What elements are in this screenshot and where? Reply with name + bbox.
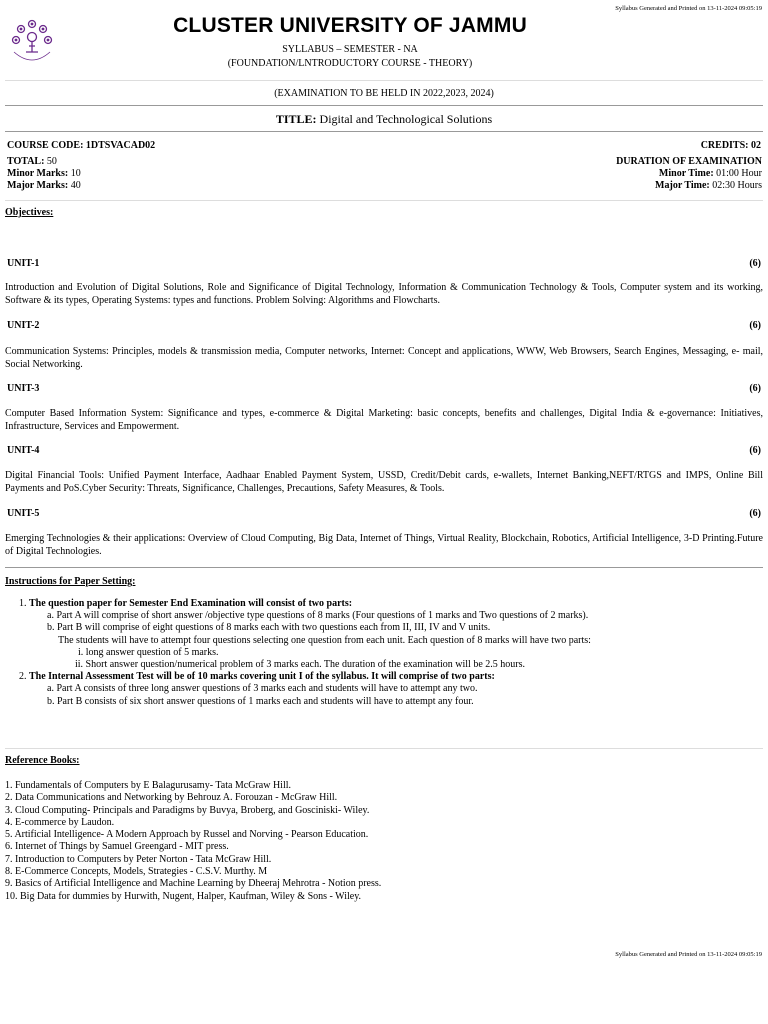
minor-marks-label: Minor Marks: — [7, 168, 69, 179]
reference-item: 2. Data Communications and Networking by Behrouz A. Forouzan - McGraw Hill. — [5, 792, 338, 804]
course-code-row — [7, 140, 761, 152]
instruction-subitem: b. Part B consists of six short answer questions of 1 marks each and students will have to attempt any four. — [47, 695, 474, 707]
unit-header — [7, 508, 761, 519]
unit-hours: (6) — [749, 383, 761, 394]
references-heading: Reference Books: — [5, 755, 80, 766]
course-type: (FOUNDATION/LNTRODUCTORY COURSE - THEORY) — [227, 58, 473, 69]
credits-value: 02 — [751, 140, 761, 151]
instruction-subitem: b. Part B will comprise of eight questions of 8 marks each with two questions each from II, III, IV and V units. — [47, 622, 491, 634]
divider — [5, 200, 763, 201]
minor-time-label: Minor Time: — [658, 168, 714, 179]
title-label: TITLE: — [275, 112, 317, 126]
references-list — [5, 780, 381, 903]
title-value: Digital and Technological Solutions — [319, 112, 493, 126]
reference-item: 6. Internet of Things by Samuel Greengard - MIT press. — [5, 841, 229, 853]
minor-marks-value: 10 — [70, 168, 81, 179]
print-stamp-top: Syllabus Generated and Printed on 13-11-2024 09:05:19 — [615, 5, 762, 12]
reference-item: 9. Basics of Artificial Intelligence and Machine Learning by Dheeraj Mehrotra - Notion press. — [5, 878, 382, 890]
unit-hours: (6) — [749, 508, 761, 519]
print-stamp-bottom: Syllabus Generated and Printed on 13-11-2024 09:05:19 — [615, 951, 762, 958]
unit-content: Digital Financial Tools: Unified Payment Interface, Aadhaar Enabled Payment System, USSD, Credit/Debit cards, e-wallets, Internet Banking,NEFT/RTGS and IMPS, Online Bill Payments and PoS.Cyber Security: Threats, Significance, Challenges, Precautions, Safety Measures, & Tools. — [5, 470, 763, 494]
instruction-subitem: The students will have to attempt four questions selecting one question from each unit. Each question of 8 marks will have two parts: — [58, 634, 591, 646]
total-value: 50 — [46, 156, 57, 167]
unit-content: Emerging Technologies & their applications: Overview of Cloud Computing, Big Data, Internet of Things, Virtual Reality, Blockchain, Robotics, Artificial Intelligence, 3-D Printing.Future of Digital Technologies. — [5, 533, 763, 557]
instruction-subitem: i. long answer question of 5 marks. — [78, 646, 219, 658]
reference-item: 8. E-Commerce Concepts, Models, Strategies - C.S.V. Murthy. M — [5, 866, 268, 878]
major-time-value: 02:30 Hours — [712, 180, 762, 191]
unit-hours: (6) — [749, 258, 761, 269]
duration-label: DURATION OF EXAMINATION — [616, 156, 762, 167]
reference-item: 5. Artificial Intelligence- A Modern Approach by Russel and Norving - Pearson Education. — [5, 829, 369, 841]
reference-item: 4. E-commerce by Laudon. — [5, 816, 115, 828]
instructions-list — [5, 598, 763, 708]
unit-hours: (6) — [749, 320, 761, 331]
instruction-subitem: a. Part A will comprise of short answer /objective type questions of 8 marks (Four questions of 1 marks and Two questions of 2 marks). — [47, 610, 589, 622]
unit-content: Introduction and Evolution of Digital Solutions, Role and Significance of Digital Technology, Information & Communication Technology & Tools, Computer system and its working, Software & its types, Operating Systems: types and functions. Problem Solving: Algorithms and Flowcharts. — [5, 282, 763, 306]
unit-name: UNIT-3 — [7, 383, 40, 394]
unit-name: UNIT-5 — [7, 508, 40, 519]
course-title — [0, 112, 768, 127]
divider — [5, 748, 763, 749]
reference-item: 10. Big Data for dummies by Hurwith, Nugent, Halper, Kaufman, Wiley & Sons - Wiley. — [5, 890, 362, 902]
unit-name: UNIT-2 — [7, 320, 40, 331]
divider — [5, 80, 763, 81]
major-marks-value: 40 — [70, 180, 81, 191]
exam-line: (EXAMINATION TO BE HELD IN 2022,2023, 2024) — [274, 88, 494, 99]
reference-item: 1. Fundamentals of Computers by E Balagurusamy- Tata McGraw Hill. — [5, 780, 292, 791]
total-label: TOTAL: — [7, 156, 45, 167]
divider — [5, 105, 763, 106]
unit-header — [7, 383, 761, 394]
unit-name: UNIT-4 — [7, 445, 40, 456]
major-marks-label: Major Marks: — [7, 180, 69, 191]
major-time-label: Major Time: — [655, 180, 710, 191]
unit-hours: (6) — [749, 445, 761, 456]
instruction-subitem: ii. Short answer question/numerical problem of 3 marks each. The duration of the examination will be 2.5 hours. — [75, 659, 525, 671]
divider — [5, 131, 763, 132]
course-code-value: 1DTSVACAD02 — [85, 140, 156, 151]
instruction-item: The Internal Assessment Test will be of 10 marks covering unit I of the syllabus. It will comprise of two parts: — [29, 671, 495, 683]
reference-item: 7. Introduction to Computers by Peter Norton - Tata McGraw Hill. — [5, 853, 272, 865]
credits-label: CREDITS: — [700, 140, 749, 151]
unit-name: UNIT-1 — [7, 258, 40, 269]
unit-header — [7, 320, 761, 331]
unit-header — [7, 258, 761, 269]
minor-time-value: 01:00 Hour — [716, 168, 762, 179]
duration-block — [616, 156, 762, 192]
unit-content: Communication Systems: Principles, models & transmission media, Computer networks, Internet: Concept and applications, WWW, Web Browsers, Search Engines, Messaging, e- mail, Social Networking. — [5, 346, 763, 370]
list-number: 2. — [19, 671, 27, 683]
marks-block — [7, 156, 81, 192]
list-number: 1. — [19, 598, 27, 609]
objectives-heading: Objectives: — [5, 207, 54, 218]
divider — [5, 567, 763, 568]
syllabus-line: SYLLABUS – SEMESTER - NA — [282, 44, 418, 55]
unit-header — [7, 445, 761, 456]
instructions-heading: Instructions for Paper Setting: — [5, 576, 136, 587]
university-name: CLUSTER UNIVERSITY OF JAMMU — [173, 14, 527, 37]
reference-item: 3. Cloud Computing- Principals and Paradigms by Buvya, Broberg, and Gosciniski- Wiley. — [5, 804, 370, 816]
instruction-item: The question paper for Semester End Examination will consist of two parts: — [29, 598, 353, 609]
unit-content: Computer Based Information System: Significance and types, e-commerce & Digital Marketing: basic concepts, benefits and challenges, Digital India & e-governance: Initiatives, Infrastructure, Services and Empowerment. — [5, 408, 763, 432]
instruction-subitem: a. Part A consists of three long answer questions of 3 marks each and students will have to attempt any two. — [47, 683, 478, 695]
course-code-label: COURSE CODE: — [7, 140, 84, 151]
